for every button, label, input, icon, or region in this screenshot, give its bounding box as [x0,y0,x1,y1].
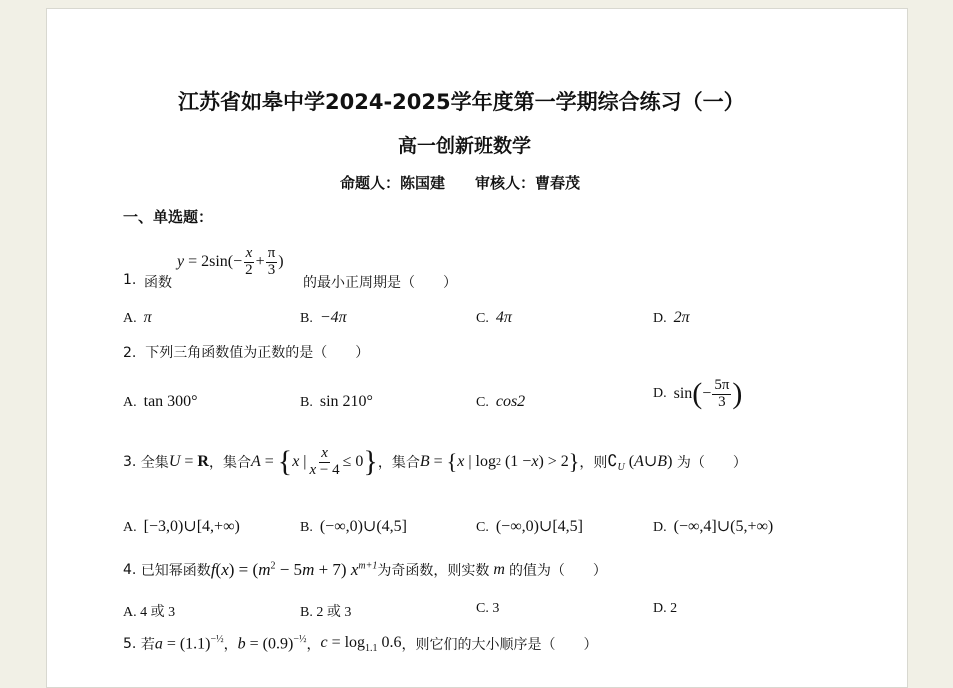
question-text: ， [223,637,238,654]
option-value: (−∞,0)∪(4,5] [319,518,407,535]
question-2 [123,342,369,362]
q4-option-c[interactable]: C. 3 [476,601,500,616]
question-number: 4. [123,562,137,578]
document-subtitle: 高一创新班数学 [398,135,532,157]
question-4 [123,560,607,580]
option-label: D. [653,520,667,535]
option-value: (−∞,0)∪[4,5] [495,518,583,535]
q2-option-d[interactable] [653,378,742,411]
formula-set-a: A = { x | $\frac{x}{x - 4}$ ≤ 0 } [250,445,378,479]
option-value: −4π [319,309,347,326]
question-text: 的值为（ ） [508,563,607,579]
question-text: ，集合 [208,455,251,472]
question-3 [123,446,747,479]
option-value: sin [673,385,693,403]
q1-option-b[interactable] [300,309,347,327]
formula-paren: ( − $\frac{5\pi}{3}$ ) [692,377,743,411]
q1-option-c[interactable] [476,309,512,327]
option-label: C. [476,311,489,326]
question-text: 已知幂函数 [140,563,211,579]
option-value: tan 300° [143,393,198,410]
question-text: 为（ ） [676,455,747,472]
question-number: 2. [123,345,137,361]
q3-option-b[interactable] [300,516,407,536]
option-label: B. [300,311,313,326]
option-label: A. [123,520,137,535]
question-text: 函数 [144,275,172,291]
formula-universal-set: U = R [168,453,209,471]
q3-option-c[interactable] [476,516,583,536]
question-text: ， [306,637,321,654]
section-heading: 一、单选题： [123,208,214,226]
question-text: 的最小正周期是（ ） [303,275,457,291]
option-value: (−∞,4]∪(5,+∞) [673,518,774,535]
formula-c: $c = \log_{1.1} 0.6$ [320,634,402,655]
option-value: 2π [673,309,690,326]
question-text: ，集合 [377,455,420,472]
authors-line: 命题人：陈国建 审核人：曹春茂 [340,174,581,192]
question-text: 若 [140,637,155,654]
document-title: 江苏省如皋中学2024-2025学年度第一学期综合练习（一） [178,90,745,114]
formula-power-function: $f(x) = (m^2 - 5m + 7)$ $x^{m+1}$ [210,560,378,579]
formula-y: y = 2sin(− $\frac{x}{2}$ + $\frac{\pi}{3}$ ) [177,245,284,278]
option-label: C. [476,520,489,535]
q4-option-a[interactable]: A. 4 或 3 [123,605,176,620]
formula-a: $a = (1.1)^{-\frac{1}{2}}$ [154,634,224,653]
question-text: 全集 [140,455,169,472]
q2-option-a[interactable] [123,393,198,411]
question-number: 5. [123,636,137,653]
formula-complement: $∁_U$ (A∪B) [607,453,673,474]
q4-option-b[interactable]: B. 2 或 3 [300,605,352,620]
option-value: 4π [495,309,512,326]
question-number: 1. [123,272,137,288]
q2-option-b[interactable] [300,393,373,411]
question-text: ，则它们的大小顺序是（ ） [401,637,598,654]
option-value: [−3,0)∪[4,+∞) [143,518,240,535]
option-label: D. [653,386,667,402]
formula-b: $b = (0.9)^{-\frac{1}{2}}$ [237,634,307,653]
q1-option-d[interactable] [653,309,690,327]
q4-option-d[interactable]: D. 2 [653,601,678,616]
option-label: D. [653,311,667,326]
option-value: cos2 [495,393,526,410]
q3-option-d[interactable] [653,516,773,536]
formula-set-b: B = { x | log 2 (1 − x ) > 2 } [419,449,580,475]
formula-m: m [489,561,509,578]
q2-option-c[interactable] [476,393,525,411]
option-value: π [143,309,152,326]
question-text: ，则 [579,455,608,472]
option-value: sin 210° [319,393,373,410]
question-5 [123,634,598,654]
option-label: A. [123,395,137,410]
question-text: 下列三角函数值为正数的是（ ） [145,345,370,361]
option-label: B. [300,520,313,535]
option-label: B. [300,395,313,410]
q3-option-a[interactable] [123,516,240,536]
question-text: 为奇函数，则实数 [377,563,490,579]
question-number: 3. [123,454,137,471]
option-label: C. [476,395,489,410]
q1-option-a[interactable] [123,309,152,327]
option-label: A. [123,311,137,326]
